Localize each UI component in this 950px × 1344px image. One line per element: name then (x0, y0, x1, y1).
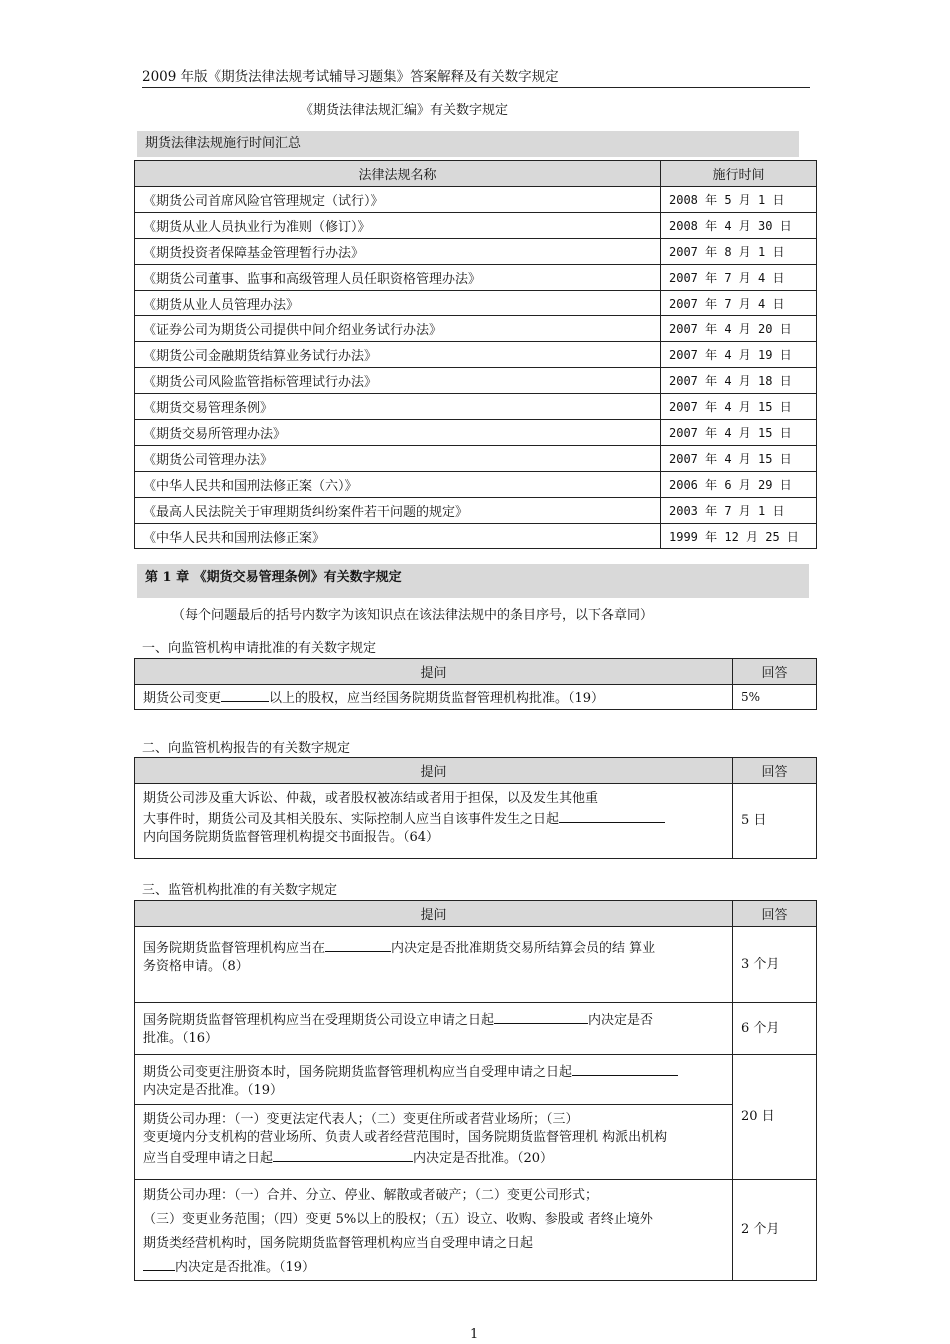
answer-blank (494, 1009, 588, 1024)
question-text: 期货公司变更 (143, 690, 222, 706)
table-row (135, 290, 817, 316)
table-header-row (135, 161, 817, 187)
question-cell (135, 784, 733, 859)
effective-date-cell: 2003 年 7 月 1 日 (661, 497, 817, 523)
question-cell (135, 1055, 733, 1105)
law-name-cell: 《证券公司为期货公司提供中间介绍业务试行办法》 (135, 316, 661, 342)
table-row (135, 264, 817, 290)
table-header-row (135, 901, 817, 927)
law-name-cell: 《期货公司风险监管指标管理试行办法》 (135, 368, 661, 394)
question-line: 务资格申请。（8） (143, 959, 249, 974)
table-row (135, 316, 817, 342)
document-header: 2009 年版《期货法律法规考试辅导习题集》答案解释及有关数字规定 (142, 69, 559, 85)
table-row (135, 1105, 817, 1180)
table-row (135, 523, 817, 549)
question-line: 内决定是否批准。（19） (175, 1260, 316, 1275)
question-line: 内决定是否 (588, 1013, 654, 1028)
question-line: （三）变更业务范围；（四）变更 5%以上的股权；（五）设立、收购、参股或 者终止境外 (143, 1212, 653, 1227)
law-name-cell: 《中华人民共和国刑法修正案》 (135, 523, 661, 549)
answer-cell: 2 个月 (733, 1180, 817, 1281)
question-line: 变更境内分支机构的营业场所、负责人或者经营范围时，国务院期货监督管理机 构派出机构 (143, 1130, 668, 1145)
table-row (135, 471, 817, 497)
law-name-cell: 《期货公司董事、监事和高级管理人员任职资格管理办法》 (135, 264, 661, 290)
table-header-row (135, 758, 817, 784)
question-line: 批准。（16） (143, 1031, 219, 1046)
answer-blank (559, 808, 665, 823)
question-cell (135, 685, 733, 710)
answer-blank (572, 1061, 678, 1076)
law-name-cell: 《期货从业人员执业行为准则（修订）》 (135, 212, 661, 238)
question-line: 大事件时，期货公司及其相关股东、实际控制人应当自该事件发生之日起 (143, 812, 560, 827)
question-line: 国务院期货监督管理机构应当在 (143, 941, 326, 956)
law-name-cell: 《期货公司管理办法》 (135, 445, 661, 471)
chapter-title: 第 1 章 《期货交易管理条例》有关数字规定 (137, 564, 809, 598)
effective-date-cell: 2007 年 7 月 4 日 (661, 290, 817, 316)
table-row (135, 497, 817, 523)
answer-cell: 20 日 (733, 1055, 817, 1180)
table-row (135, 1180, 817, 1281)
question-header: 提问 (135, 901, 733, 927)
question-line: 内决定是否批准。（20） (413, 1151, 554, 1166)
effective-date-cell: 2008 年 5 月 1 日 (661, 187, 817, 213)
header-rule (142, 87, 810, 88)
question-line: 国务院期货监督管理机构应当在受理期货公司设立申请之日起 (143, 1013, 495, 1028)
answer-header: 回答 (733, 758, 817, 784)
table-row (135, 1055, 817, 1105)
question-cell (135, 1003, 733, 1055)
law-name-cell: 《中华人民共和国刑法修正案（六）》 (135, 471, 661, 497)
table-row (135, 420, 817, 446)
column-header-name: 法律法规名称 (135, 161, 661, 187)
qa-table-apply (134, 658, 817, 710)
answer-header: 回答 (733, 659, 817, 685)
table-row (135, 1003, 817, 1055)
answer-blank (273, 1147, 413, 1162)
table-row (135, 394, 817, 420)
question-line: 内向国务院期货监督管理机构提交书面报告。（64） (143, 830, 440, 845)
effective-date-cell: 2007 年 4 月 18 日 (661, 368, 817, 394)
section-title-report: 二、向监管机构报告的有关数字规定 (142, 741, 351, 756)
answer-blank (325, 937, 391, 952)
laws-table (134, 160, 817, 549)
law-name-cell: 《最高人民法院关于审理期货纠纷案件若干问题的规定》 (135, 497, 661, 523)
section-title-approval: 三、监管机构批准的有关数字规定 (142, 883, 338, 898)
question-line: 期货公司变更注册资本时，国务院期货监督管理机构应当自受理申请之日起 (143, 1065, 573, 1080)
qa-table-report (134, 757, 817, 859)
answer-cell: 5% (733, 685, 817, 710)
answer-blank (221, 687, 269, 702)
effective-date-cell: 2007 年 4 月 20 日 (661, 316, 817, 342)
effective-date-cell: 2007 年 4 月 15 日 (661, 420, 817, 446)
table-header-row (135, 659, 817, 685)
effective-date-cell: 1999 年 12 月 25 日 (661, 523, 817, 549)
document-subtitle: 《期货法律法规汇编》有关数字规定 (300, 103, 509, 118)
question-line: 期货公司涉及重大诉讼、仲裁，或者股权被冻结或者用于担保，以及发生其他重 (143, 791, 599, 806)
table-row (135, 445, 817, 471)
table-row (135, 187, 817, 213)
question-text: 以上的股权，应当经国务院期货监督管理机构批准。（19） (269, 690, 605, 706)
answer-blank (143, 1256, 175, 1271)
effective-date-cell: 2007 年 4 月 15 日 (661, 394, 817, 420)
law-name-cell: 《期货从业人员管理办法》 (135, 290, 661, 316)
law-name-cell: 《期货投资者保障基金管理暂行办法》 (135, 238, 661, 264)
effective-date-cell: 2008 年 4 月 30 日 (661, 212, 817, 238)
effective-date-cell: 2007 年 8 月 1 日 (661, 238, 817, 264)
effective-date-cell: 2007 年 4 月 15 日 (661, 445, 817, 471)
effective-date-cell: 2007 年 7 月 4 日 (661, 264, 817, 290)
law-name-cell: 《期货交易所管理办法》 (135, 420, 661, 446)
chapter-note: （每个问题最后的括号内数字为该知识点在该法律法规中的条目序号，以下各章同） (172, 608, 654, 623)
question-header: 提问 (135, 758, 733, 784)
qa-table-approval (134, 900, 817, 1281)
table-row (135, 212, 817, 238)
effective-date-cell: 2006 年 6 月 29 日 (661, 471, 817, 497)
table-row (135, 342, 817, 368)
table-row (135, 368, 817, 394)
law-name-cell: 《期货交易管理条例》 (135, 394, 661, 420)
question-line: 内决定是否批准期货交易所结算会员的结 算业 (391, 941, 656, 956)
question-cell (135, 1105, 733, 1180)
answer-cell: 3 个月 (733, 927, 817, 1003)
section-title-apply: 一、向监管机构申请批准的有关数字规定 (142, 641, 377, 656)
question-line: 期货类经营机构时，国务院期货监督管理机构应当自受理申请之日起 (143, 1236, 534, 1251)
question-cell (135, 1180, 733, 1281)
law-name-cell: 《期货公司金融期货结算业务试行办法》 (135, 342, 661, 368)
question-line: 期货公司办理：（一）变更法定代表人；（二）变更住所或者营业场所；（三） (143, 1112, 579, 1127)
column-header-date: 施行时间 (661, 161, 817, 187)
page-number: 1 (470, 1327, 479, 1342)
table-row (135, 685, 817, 710)
answer-cell: 6 个月 (733, 1003, 817, 1055)
law-name-cell: 《期货公司首席风险官管理规定（试行）》 (135, 187, 661, 213)
table-row (135, 784, 817, 859)
question-header: 提问 (135, 659, 733, 685)
table-row (135, 238, 817, 264)
question-line: 内决定是否批准。（19） (143, 1083, 284, 1098)
laws-section-title: 期货法律法规施行时间汇总 (137, 131, 799, 157)
effective-date-cell: 2007 年 4 月 19 日 (661, 342, 817, 368)
answer-header: 回答 (733, 901, 817, 927)
question-line: 应当自受理申请之日起 (143, 1151, 274, 1166)
answer-cell: 5 日 (733, 784, 817, 859)
table-row (135, 927, 817, 1003)
question-line: 期货公司办理：（一）合并、分立、停业、解散或者破产；（二）变更公司形式； (143, 1188, 599, 1203)
question-cell (135, 927, 733, 1003)
